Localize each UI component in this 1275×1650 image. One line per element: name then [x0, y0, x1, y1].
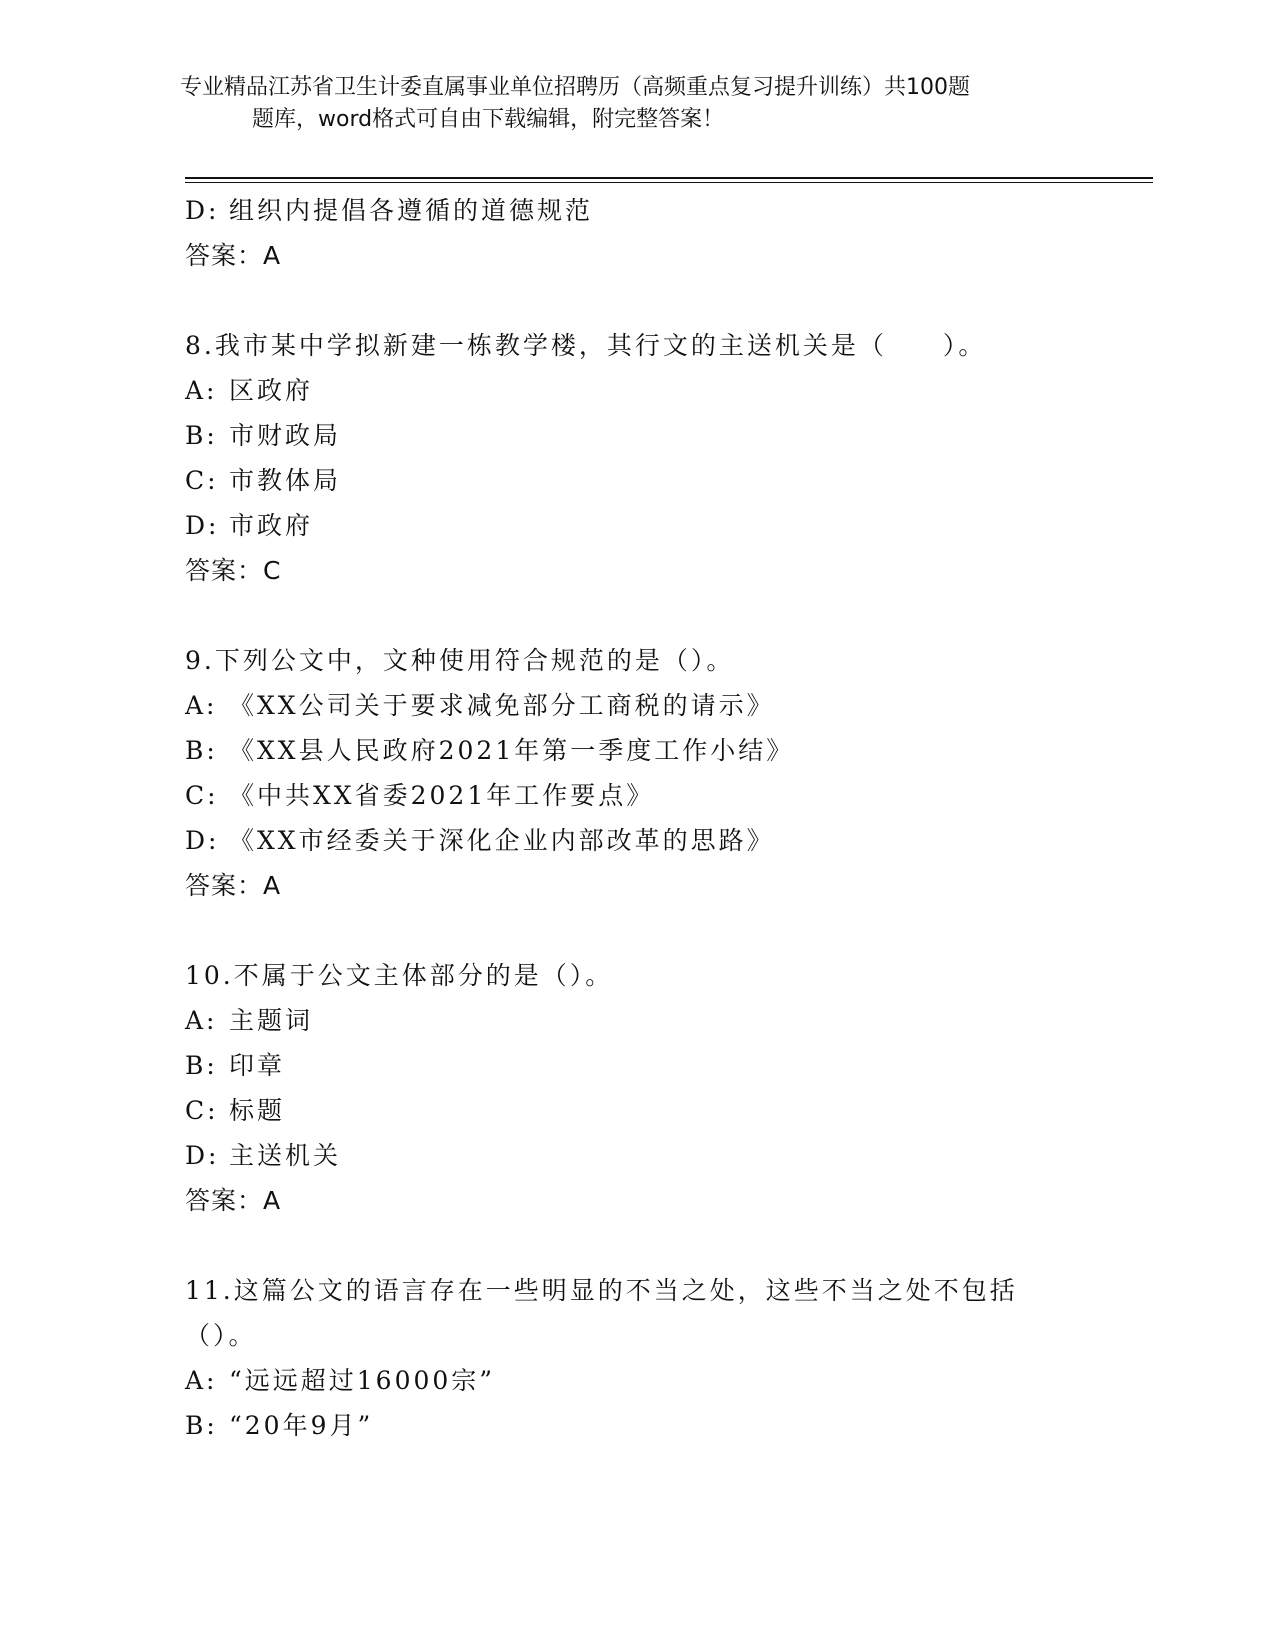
option-row: [185, 1358, 1085, 1403]
option-letter: A:: [185, 1366, 218, 1395]
question-list: [185, 188, 1085, 1448]
option-text: “20年9月”: [229, 1411, 374, 1440]
option-text: 市政府: [229, 511, 314, 540]
header-title-line-1: 专业精品江苏省卫生计委直属事业单位招聘历（高频重点复习提升训练）共100题: [180, 75, 970, 100]
question-block: [185, 323, 1085, 593]
option-text: 《XX市经委关于深化企业内部改革的思路》: [229, 826, 775, 855]
option-letter: C:: [185, 1096, 219, 1125]
question-text: 11.这篇公文的语言存在一些明显的不当之处，这些不当之处不包括（）。: [185, 1276, 1018, 1350]
option-letter: D:: [185, 196, 220, 225]
option-letter: C:: [185, 781, 219, 810]
header-divider-thin: [185, 182, 1153, 183]
option-row: [185, 1133, 1085, 1178]
option-text: 市教体局: [229, 466, 342, 495]
option-text: 《中共XX省委2021年工作要点》: [229, 781, 655, 810]
option-row: [185, 368, 1085, 413]
option-row: [185, 188, 1085, 233]
option-row: [185, 1043, 1085, 1088]
option-row: [185, 818, 1085, 863]
option-letter: B:: [185, 1411, 218, 1440]
option-row: [185, 1403, 1085, 1448]
question-block: [185, 638, 1085, 908]
option-letter: D:: [185, 826, 220, 855]
document-header: [180, 72, 1080, 136]
option-letter: A:: [185, 1006, 218, 1035]
option-row: [185, 728, 1085, 773]
option-row: [185, 683, 1085, 728]
option-text: 市财政局: [229, 421, 342, 450]
option-row: [185, 1088, 1085, 1133]
option-text: 组织内提倡各遵循的道德规范: [229, 196, 594, 225]
option-row: [185, 503, 1085, 548]
option-letter: A:: [185, 691, 218, 720]
option-letter: D:: [185, 1141, 220, 1170]
option-letter: B:: [185, 736, 218, 765]
answer-line: 答案：A: [185, 1186, 282, 1215]
option-letter: B:: [185, 1051, 218, 1080]
question-block: [185, 1268, 1085, 1448]
option-text: 主送机关: [229, 1141, 342, 1170]
header-divider-thick: [185, 177, 1153, 179]
option-text: 《XX县人民政府2021年第一季度工作小结》: [229, 736, 795, 765]
option-letter: B:: [185, 421, 218, 450]
option-letter: A:: [185, 376, 218, 405]
option-row: [185, 998, 1085, 1043]
option-text: 《XX公司关于要求减免部分工商税的请示》: [229, 691, 775, 720]
question-block: [185, 188, 1085, 278]
header-title-line-2: 题库，word格式可自由下载编辑，附完整答案！: [252, 107, 725, 132]
option-letter: C:: [185, 466, 219, 495]
option-text: “远远超过16000宗”: [229, 1366, 496, 1395]
question-text: 10.不属于公文主体部分的是（）。: [185, 961, 614, 990]
option-text: 标题: [229, 1096, 286, 1125]
option-row: [185, 458, 1085, 503]
option-text: 主题词: [229, 1006, 314, 1035]
option-letter: D:: [185, 511, 220, 540]
question-block: [185, 953, 1085, 1223]
question-text: 9.下列公文中，文种使用符合规范的是（）。: [185, 646, 735, 675]
answer-line: 答案：C: [185, 556, 282, 585]
option-row: [185, 413, 1085, 458]
option-text: 印章: [229, 1051, 286, 1080]
answer-line: 答案：A: [185, 241, 282, 270]
answer-line: 答案：A: [185, 871, 282, 900]
option-text: 区政府: [229, 376, 314, 405]
option-row: [185, 773, 1085, 818]
question-text: 8.我市某中学拟新建一栋教学楼，其行文的主送机关是（ ）。: [185, 331, 987, 360]
